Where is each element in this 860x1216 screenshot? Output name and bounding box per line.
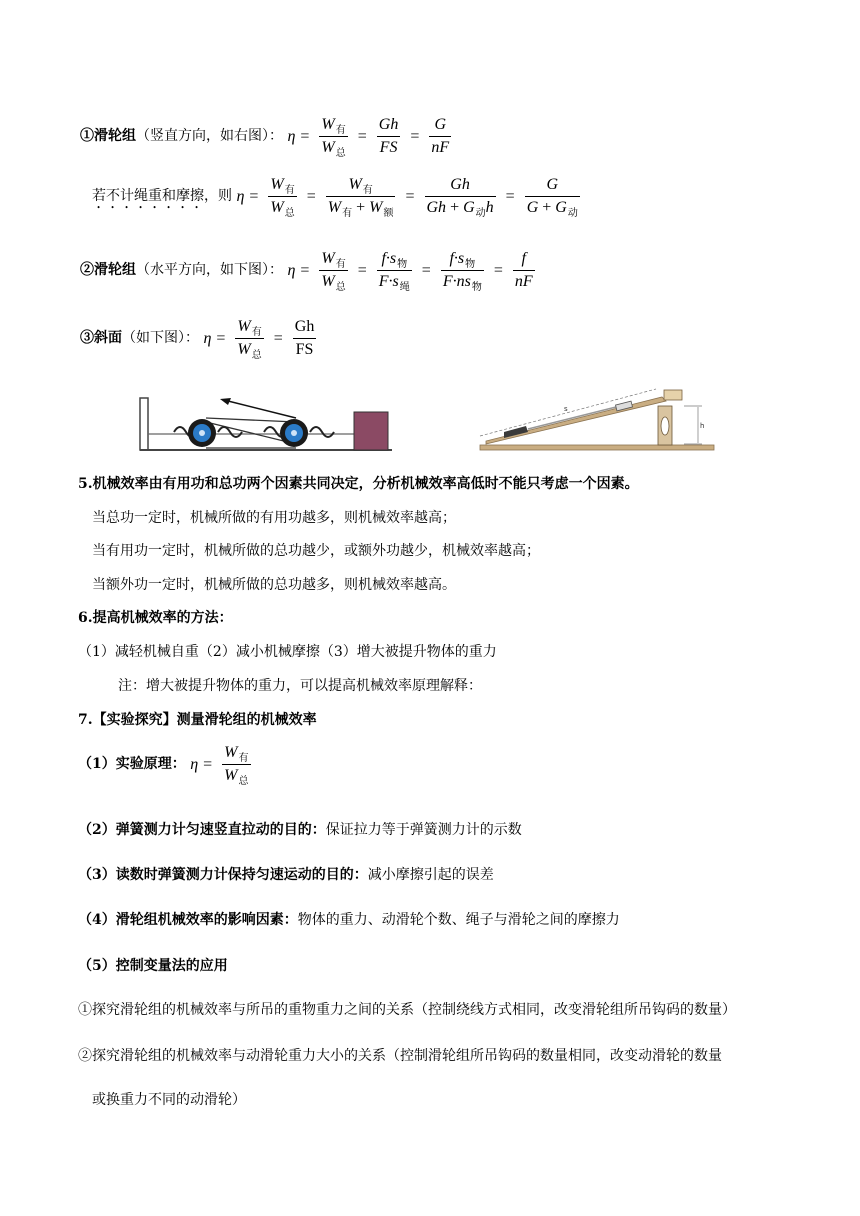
section-5-line-3: 当额外功一定时，机械所做的总功越多，则机械效率越高。 <box>92 577 456 593</box>
section-6-line-1: （1）减轻机械自重（2）减小机械摩擦（3）增大被提升物体的重力 <box>78 644 497 660</box>
section-5-line-2: 当有用功一定时，机械所做的总功越少，或额外功越少，机械效率越高； <box>92 543 540 559</box>
control-variable-2-cont: 或换重力不同的动滑轮） <box>92 1092 246 1108</box>
experiment-point-5: （5）控制变量法的应用 <box>78 958 228 974</box>
formula-incline: ③斜面（如下图）： η = $\frac{W_有}{W_总}$ = $\frac{Gh}{FS}$ <box>80 318 315 361</box>
formula-note: （竖直方向，如右图）： <box>136 128 283 145</box>
experiment-point-3: （3）读数时弹簧测力计保持匀速运动的目的：减小摩擦引起的误差 <box>78 867 494 883</box>
experiment-point-2: （2）弹簧测力计匀速竖直拉动的目的：保证拉力等于弹簧测力计的示数 <box>78 822 522 838</box>
formula-no-friction: 若不计绳重和摩擦，则 η = $\frac{W_有}{W_总}$ = $\frac{W_有}{W_有 + W_额}$ = $\frac{Gh}{Gh + G_动h}$ = $\frac{G}{G + G_动}$ <box>92 176 578 219</box>
section-6-note: 注：增大被提升物体的重力，可以提高机械效率原理解释： <box>118 678 482 694</box>
section-7-heading: 7.【实验探究】测量滑轮组的机械效率 <box>78 712 317 728</box>
horizontal-pulley-diagram <box>136 392 396 454</box>
control-variable-2: ②探究滑轮组的机械效率与动滑轮重力大小的关系（控制滑轮组所吊钩码的数量相同，改变动滑轮的数量 <box>78 1048 722 1064</box>
incline-label-s: s <box>564 405 568 413</box>
section-6-heading: 6.提高机械效率的方法： <box>78 610 233 626</box>
experiment-point-4: （4）滑轮组机械效率的影响因素：物体的重力、动滑轮个数、绳子与滑轮之间的摩擦力 <box>78 912 620 928</box>
section-5-line-1: 当总功一定时，机械所做的有用功越多，则机械效率越高； <box>92 510 456 526</box>
incline-label-h: h <box>700 422 705 430</box>
formula-horizontal-pulley: ②滑轮组（水平方向，如下图）： η = $\frac{W_有}{W_总}$ = $\frac{f\cdot s_物}{F\cdot s_绳}$ = $\frac{f\cdot s_物}{F\cdot ns_物}$ = $\frac{f}{nF}$ <box>80 250 533 293</box>
formula-vertical-pulley: ①滑轮组（竖直方向，如右图）： η = $\frac{W_有}{W_总}$ = $\frac{Gh}{FS}$ = $\frac{G}{nF}$ <box>80 116 450 159</box>
formula-title: 滑轮组 <box>94 128 136 145</box>
section-5-heading: 5.机械效率由有用功和总功两个因素共同决定，分析机械效率高低时不能只考虑一个因素。 <box>78 476 639 492</box>
experiment-principle: （1）实验原理： η = $\frac{W_有}{W_总}$ <box>78 744 249 787</box>
control-variable-1: ①探究滑轮组的机械效率与所吊的重物重力之间的关系（控制绕线方式相同，改变滑轮组所吊钩码的数量） <box>78 1002 736 1018</box>
incline-diagram <box>476 384 716 454</box>
